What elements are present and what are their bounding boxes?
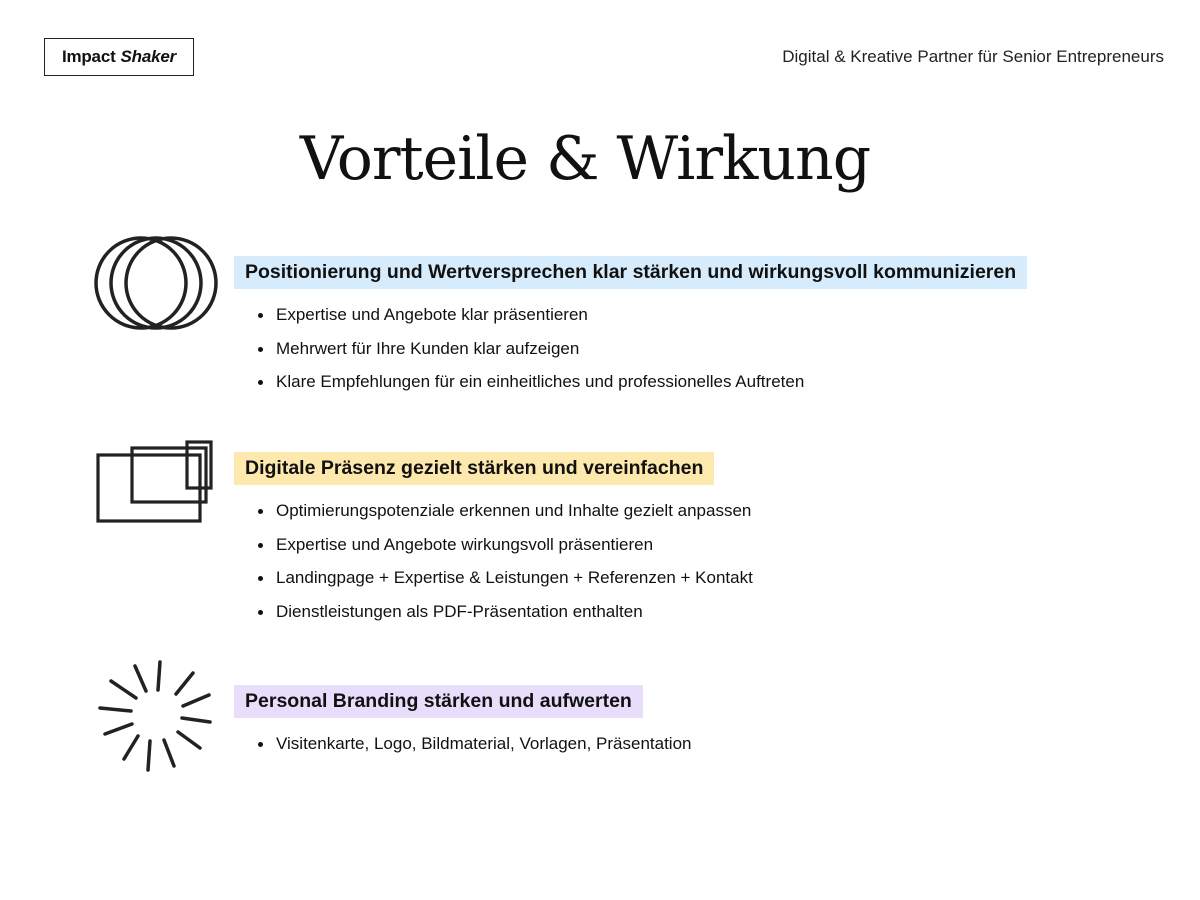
- overlapping-circles-icon: [92, 234, 220, 332]
- list-item: Klare Empfehlungen für ein einheitliches und professionelles Auftreten: [256, 365, 804, 399]
- list-item: Landingpage + Expertise & Leistungen + Referenzen + Kontakt: [256, 561, 753, 595]
- logo: [44, 38, 194, 76]
- section-heading-positionierung: Positionierung und Wertversprechen klar stärken und wirkungsvoll kommunizieren: [234, 256, 1027, 289]
- section-list-positionierung: [256, 298, 804, 399]
- list-item: Expertise und Angebote wirkungsvoll präsentieren: [256, 528, 753, 562]
- stacked-rectangles-icon: [94, 438, 218, 526]
- section-list-digitale-praesenz: [256, 494, 753, 628]
- page-title: Vorteile & Wirkung: [299, 124, 871, 194]
- section-heading-digitale-praesenz: Digitale Präsenz gezielt stärken und vereinfachen: [234, 452, 714, 485]
- list-item: Mehrwert für Ihre Kunden klar aufzeigen: [256, 332, 804, 366]
- section-list-personal-branding: [256, 727, 692, 761]
- list-item: Expertise und Angebote klar präsentieren: [256, 298, 804, 332]
- logo-word-shaker: Shaker: [120, 47, 177, 66]
- list-item: Visitenkarte, Logo, Bildmaterial, Vorlagen, Präsentation: [256, 727, 692, 761]
- section-heading-personal-branding: Personal Branding stärken und aufwerten: [234, 685, 643, 718]
- list-item: Dienstleistungen als PDF-Präsentation enthalten: [256, 595, 753, 629]
- list-item: Optimierungspotenziale erkennen und Inhalte gezielt anpassen: [256, 494, 753, 528]
- logo-word-impact: Impact: [61, 47, 116, 66]
- sunburst-icon: [92, 650, 222, 780]
- tagline: Digital & Kreative Partner für Senior Entrepreneurs: [782, 47, 1164, 66]
